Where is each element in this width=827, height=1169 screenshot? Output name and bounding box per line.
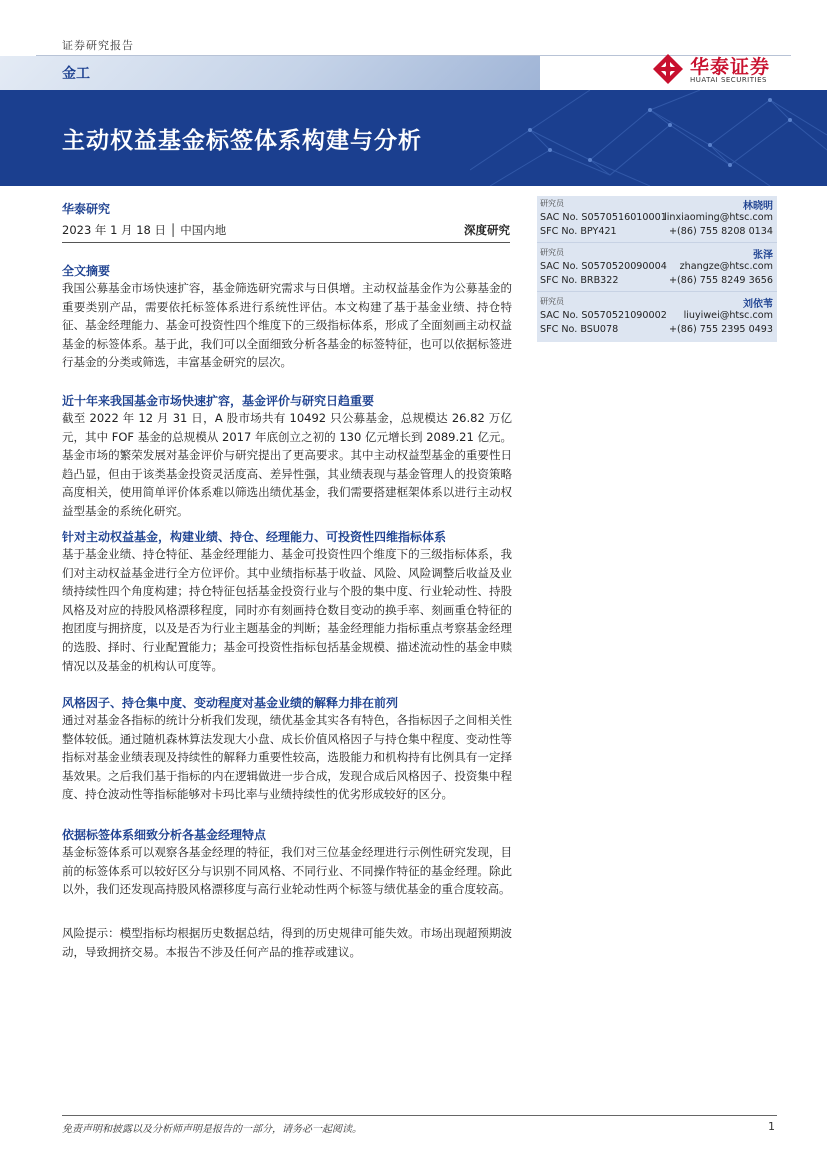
doc-type-label: 证券研究报告 <box>62 39 134 52</box>
banner-pattern <box>470 90 827 186</box>
footer-disclaimer: 免责声明和披露以及分析师声明是报告的一部分，请务必一起阅读。 <box>62 1124 362 1135</box>
analyst-card <box>537 294 777 343</box>
meta-line <box>62 222 510 240</box>
summary-body: 我国公募基金市场快速扩容，基金筛选研究需求与日俱增。主动权益基金作为公募基金的重要类别产品，需要依托标签体系进行系统性评估。本文构建了基于基金业绩、持仓特征、基金经理能力、基金可投资性四个维度下的三级指标体系，形成了全面刻画主动权益基金的标签体系。基于此，我们可以全面细致分析各基金的标签特征，也可以依据标签进行基金的分类或筛选，丰富基金研究的层次。 <box>62 281 512 370</box>
analyst-email[interactable]: linxiaoming@htsc.com <box>664 212 773 223</box>
analyst-name: 刘依苇 <box>743 299 773 310</box>
analyst-sfc: SFC No. BRB322 <box>540 275 619 286</box>
logo-text-cn: 华泰证券 <box>690 56 771 78</box>
section-body: 通过对基金各指标的统计分析我们发现，绩优基金其实各有特色，各指标因子之间相关性整体较低。通过随机森林算法发现大小盘、成长价值风格因子与持仓集中程度、变动性等指标对基金业绩表现及持续性的解释力重要性较高，选股能力和机构持有比例具有一定择基效果。之后我们基于指标的内在逻辑做进一步合成，发现合成后风格因子、投资集中程度、持仓波动性等指标能够对卡玛比率与业绩持续性的优劣形成较好的区分。 <box>62 713 512 802</box>
section-body: 基金标签体系可以观察各基金经理的特征，我们对三位基金经理进行示例性研究发现，目前的标签体系可以较好区分与识别不同风格、不同行业、不同操作特征的基金经理。除此以外，我们还发现高持股风格漂移度与高行业轮动性两个标签与绩优基金的重合度较高。 <box>62 845 512 897</box>
section-heading: 针对主动权益基金，构建业绩、持仓、经理能力、可投资性四维指标体系 <box>62 530 447 544</box>
analyst-card <box>537 245 777 294</box>
section-heading: 近十年来我国基金市场快速扩容，基金评价与研究日趋重要 <box>62 394 375 408</box>
logo-mark-icon <box>652 53 684 85</box>
analyst-role: 研究员 <box>540 297 564 306</box>
logo-text-en: HUATAI SECURITIES <box>690 76 767 84</box>
analyst-email[interactable]: liuyiwei@htsc.com <box>683 310 773 321</box>
analyst-name: 张泽 <box>753 250 773 261</box>
page-number: 1 <box>768 1120 775 1133</box>
company-logo <box>652 53 792 89</box>
analyst-role: 研究员 <box>540 248 564 257</box>
analyst-divider <box>537 242 777 243</box>
analyst-sac: SAC No. S0570521090002 <box>540 310 667 321</box>
analyst-phone: +(86) 755 8208 0134 <box>668 226 773 237</box>
section-heading: 依据标签体系细致分析各基金经理特点 <box>62 828 267 842</box>
section-body: 截至 2022 年 12 月 31 日，A 股市场共有 10492 只公募基金，总规模达 26.82 万亿元，其中 FOF 基金的总规模从 2017 年底创立之初的 130 亿元增长到 2089.21 亿元。基金市场的繁荣发展对基金评价与研究提出了更高要求。其中主动权益型基金的重要性日趋凸显，但由于该类基金投资灵活度高、差异性强，其业绩表现与基金管理人的投资策略高度相关，使用简单评价体系难以筛选出绩优基金，我们需要搭建框架体系以进行主动权益型基金的系统化研究。 <box>62 411 512 518</box>
section-body: 基于基金业绩、持仓特征、基金经理能力、基金可投资性四个维度下的三级指标体系，我们对主动权益基金进行全方位评价。其中业绩指标基于收益、风险、风险调整后收益及业绩持续性四个角度构建；持仓特征包括基金投资行业与个股的集中度、行业轮动性、持股风格及对应的持股风格漂移程度，同时亦有刻画持仓数目变动的换手率、刻画重仓特征的抱团度与拥挤度，以及是否为行业主题基金的判断；基金经理能力指标重点考察基金经理的选股、择时、行业配置能力；基金可投资性指标包括基金规模、描述流动性的基金申赎情况以及基金的机构认可度等。 <box>62 547 512 673</box>
analyst-phone: +(86) 755 2395 0493 <box>668 324 773 335</box>
section-heading: 风格因子、持仓集中度、变动程度对基金业绩的解释力排在前列 <box>62 696 399 710</box>
category-label: 金工 <box>62 66 90 82</box>
summary-heading: 全文摘要 <box>62 264 111 278</box>
report-type: 深度研究 <box>464 223 510 237</box>
org-name: 华泰研究 <box>62 202 111 216</box>
footer-rule <box>62 1115 777 1116</box>
analyst-phone: +(86) 755 8249 3656 <box>668 275 773 286</box>
analyst-sfc: SFC No. BPY421 <box>540 226 617 237</box>
analyst-email[interactable]: zhangze@htsc.com <box>679 261 773 272</box>
analyst-sac: SAC No. S0570516010001 <box>540 212 667 223</box>
meta-divider <box>62 242 510 243</box>
analyst-sac: SAC No. S0570520090004 <box>540 261 667 272</box>
risk-warning: 风险提示：模型指标均根据历史数据总结，得到的历史规律可能失效。市场出现超预期波动，导致拥挤交易。本报告不涉及任何产品的推荐或建议。 <box>62 926 512 959</box>
report-date: 2023 年 1 月 18 日 │ 中国内地 <box>62 223 227 237</box>
analyst-card <box>537 196 777 245</box>
analyst-role: 研究员 <box>540 199 564 208</box>
page-title: 主动权益基金标签体系构建与分析 <box>62 128 422 154</box>
analyst-name: 林晓明 <box>743 201 773 212</box>
analyst-sfc: SFC No. BSU078 <box>540 324 619 335</box>
analyst-panel <box>537 196 777 342</box>
analyst-divider <box>537 291 777 292</box>
